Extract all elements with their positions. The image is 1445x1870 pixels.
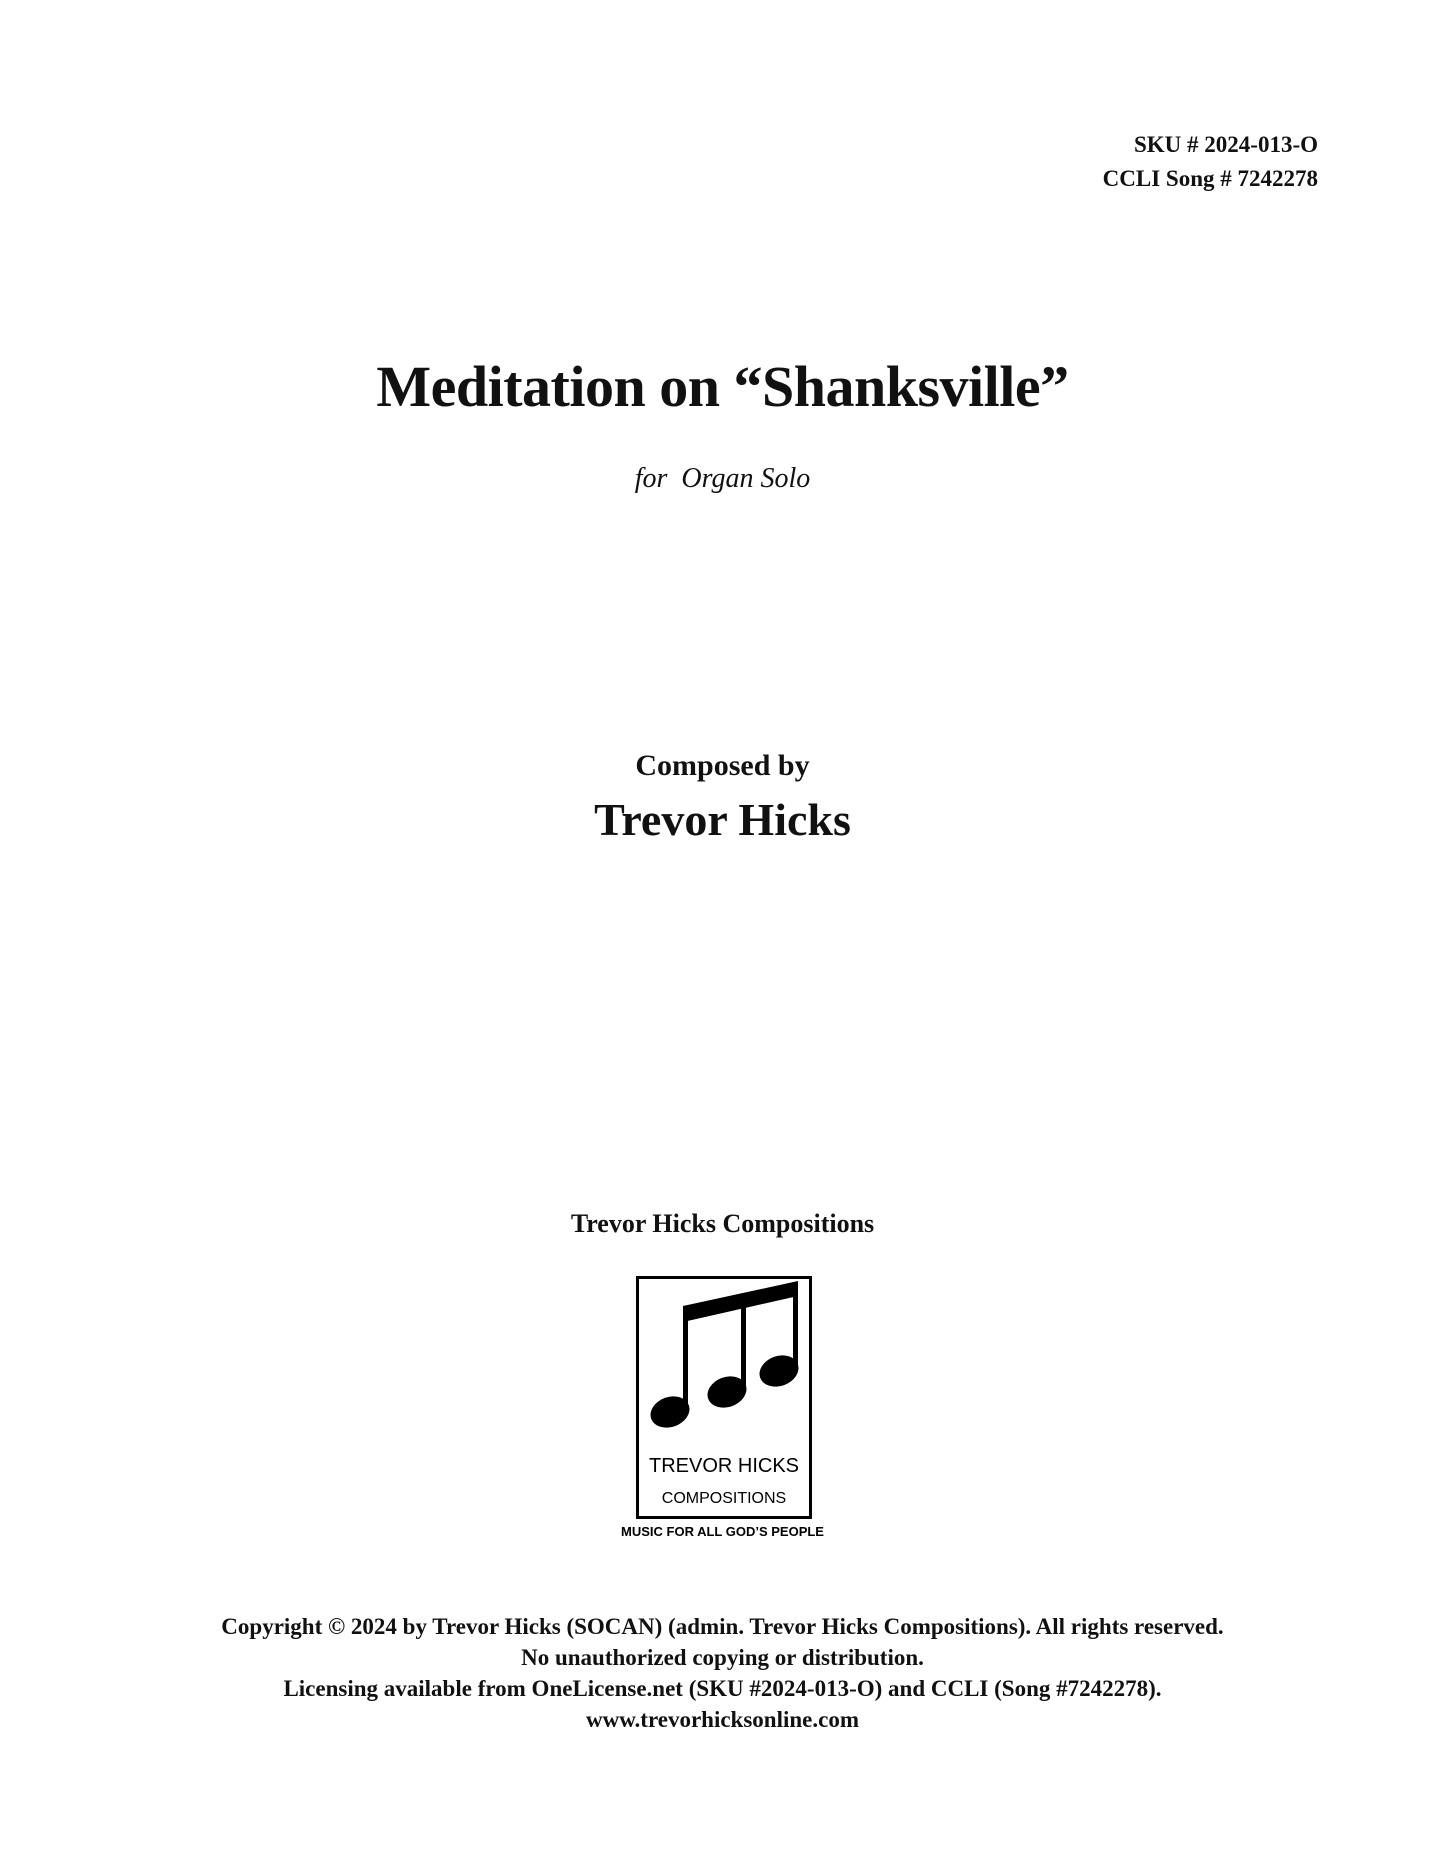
publisher-logo <box>636 1276 812 1519</box>
composed-by-label: Composed by <box>635 749 810 782</box>
publisher-name: Trevor Hicks Compositions <box>570 1209 875 1238</box>
beamed-notes-icon <box>639 1279 809 1516</box>
identifiers-block <box>1103 128 1318 196</box>
instrumentation-subtitle: for Organ Solo <box>634 463 811 494</box>
sku-number: SKU # 2024-013-O <box>1134 132 1318 157</box>
logo-tagline: MUSIC FOR ALL GOD’S PEOPLE <box>621 1524 824 1539</box>
logo-text-compositions: COMPOSITIONS <box>661 1490 787 1507</box>
copying-notice: No unauthorized copying or distribution. <box>521 1645 924 1670</box>
composer-name: Trevor Hicks <box>594 794 851 845</box>
copyright-footer <box>0 1611 1445 1735</box>
licensing-line: Licensing available from OneLicense.net (SKU #2024-013-O) and CCLI (Song #7242278). <box>283 1676 1162 1701</box>
copyright-line: Copyright © 2024 by Trevor Hicks (SOCAN) (admin. Trevor Hicks Compositions). All rights reserved. <box>221 1614 1224 1639</box>
ccli-song-number: CCLI Song # 7242278 <box>1102 166 1318 191</box>
logo-text-trevor-hicks: TREVOR HICKS <box>648 1455 800 1477</box>
page-title: Meditation on “Shanksville” <box>376 354 1069 419</box>
website-link[interactable]: www.trevorhicksonline.com <box>585 1707 859 1732</box>
